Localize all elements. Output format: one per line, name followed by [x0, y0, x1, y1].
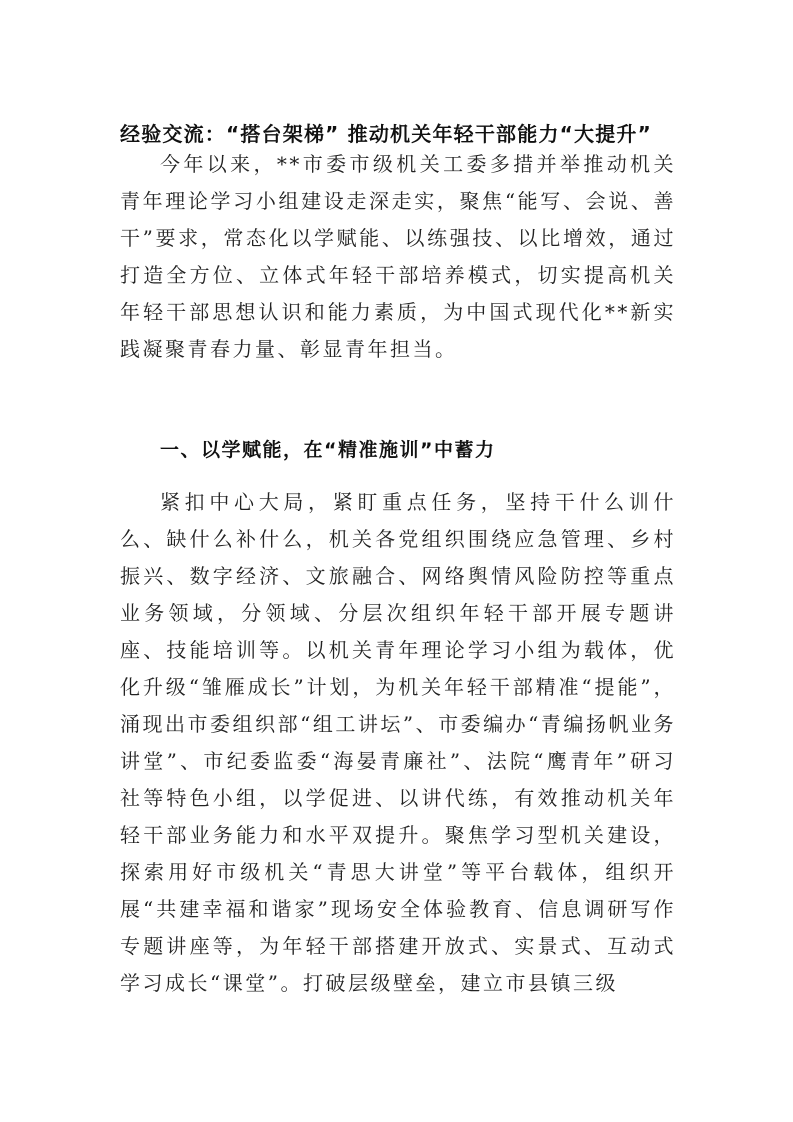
intro-paragraph: 今年以来，**市委市级机关工委多措并举推动机关青年理论学习小组建设走深走实，聚焦“能写、会说、善干”要求，常态化以学赋能、以练强技、以比增效，通过打造全方位、立体式年轻干部培养模式，切实提高机关年轻干部思想认识和能力素质，为中国式现代化**新实践凝聚青春力量、彰显青年担当。	[120, 152, 676, 361]
section-heading: 一、以学赋能，在“精准施训”中蓄力	[160, 439, 496, 461]
document-title: 经验交流：“搭台架梯” 推动机关年轻干部能力“大提升”	[120, 122, 652, 146]
section-paragraph: 紧扣中心大局，紧盯重点任务，坚持干什么训什么、缺什么补什么，机关各党组织围绕应急管理、乡村振兴、数字经济、文旅融合、网络舆情风险防控等重点业务领域，分领域、分层次组织年轻干部开展专题讲座、技能培训等。以机关青年理论学习小组为载体，优化升级“雏雁成长”计划，为机关年轻干部精准“提能”，涌现出市委组织部“组工讲坛”、市委编办“青编扬帆业务讲堂”、市纪委监委“海晏青廉社”、法院“鹰青年”研习社等特色小组，以学促进、以讲代练，有效推动机关年轻干部业务能力和水平双提升。聚焦学习型机关建设，探索用好市级机关“青思大讲堂”等平台载体，组织开展“共建幸福和谐家”现场安全体验教育、信息调研写作专题讲座等，为年轻干部搭建开放式、实景式、互动式学习成长“课堂”。打破层级壁垒，建立市县镇三级	[120, 490, 676, 995]
